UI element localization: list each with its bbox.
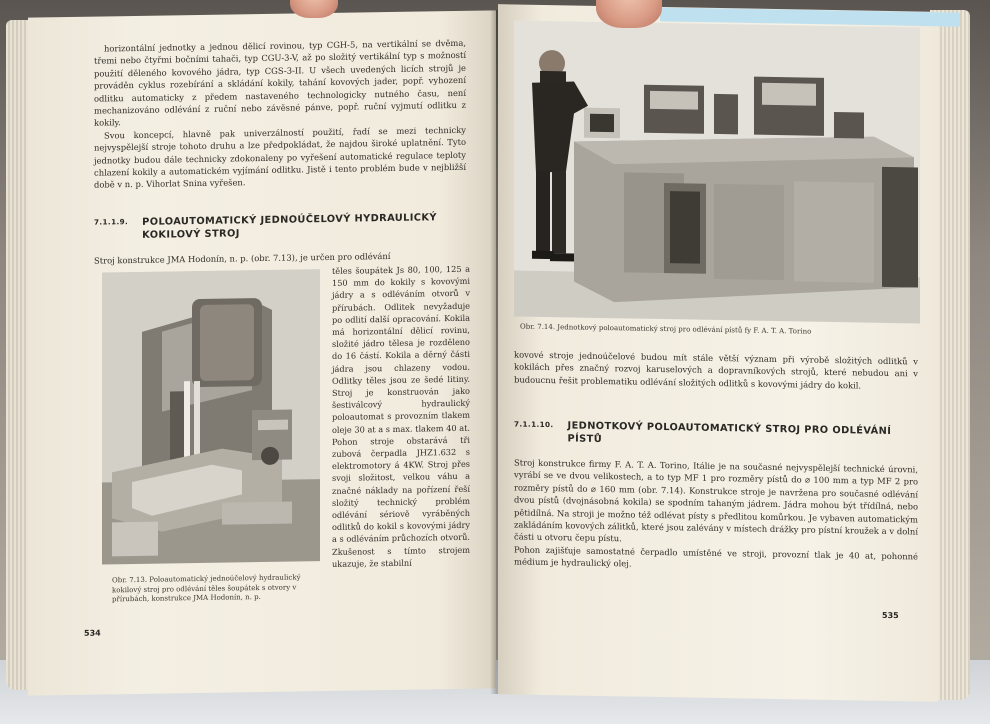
section-number-right: 7.1.1.10. <box>514 419 554 430</box>
section-title: POLOAUTOMATICKÝ JEDNOÚČELOVÝ HYDRAULICKÝ KOKILOVÝ STROJ <box>142 212 437 241</box>
body-column: těles šoupátek Js 80, 100, 125 a 150 mm do kokily s kovovými jádry a s odléváním otvorů v přírubách. Odlitek nevyžaduje po odlití další opracování. Kokila má horizontální dělicí rovinu, složité jádro tělesa je rozděleno do 16 částí. Kokila a děrný části jádra jsou chlazeny vodou. Odlitky těles jsou ze šedé litiny. Stroj je konstruován jako šestiválcový hydraulický poloautomat s provozním tlakem oleje 30 at a s max. tlakem 40 at. Pohon stroje obstarává tři zubová čerpadla JHZ1.632 s elektromotory á 4KW. Stroj přes svoji složitost, velkou váhu a značné náklady na pořízení řeší složitý technický problém odlévání sériově vyráběných odlitků do kokil s kovovými jádry a s odléváním průchozích otvorů. Zkušenost s tímto strojem ukazuje, že stabilní <box>332 263 470 569</box>
top-paragraph: kovové stroje jednoúčelové budou mít stále větší význam při výrobě složitých odlitků v kokilách přes značný rozvoj karuselových a dopravníkových strojů, které nebudou ani v budoucnu řešit problematiku odlévání složitých odlitků s kovovými jádry do kokil. <box>514 349 918 391</box>
section-title-right: JEDNOTKOVÝ POLOAUTOMATICKÝ STROJ PRO ODLÉVÁNÍ PÍSTŮ <box>567 420 892 445</box>
piston-casting-machine-illustration <box>514 20 920 323</box>
intro-paragraph: horizontální jednotky a jednou dělicí rovinou, typ CGH-5, na vertikální se dvěma, třemi nebo čtyřmi bočními tahači, typ CGU-3-V, až po složitý vertikální typ s možností použití děleného kovového jádra, typ CGS-3-II. U všech uvedených licích strojů je prováděn cyklus rozebírání a skládání kokily, tahání kovových jader, popř. vyhození odlitku automaticky z předem nastaveného technologicky nutného času, není mechanizováno odlévání z ruční nebo závěsné pánve, popř. ruční vyjmutí odlitku z kokily. <box>94 37 466 129</box>
page-number-left: 534 <box>84 628 101 638</box>
left-page <box>28 10 496 695</box>
machine-photo-right <box>514 20 920 323</box>
intro-text <box>94 37 466 192</box>
right-body <box>514 456 918 575</box>
section-heading-right <box>514 418 914 451</box>
page-number-right: 535 <box>882 610 899 621</box>
section-heading <box>94 211 454 243</box>
body-paragraph: Stroj konstrukce firmy F. A. T. A. Torino, Itálie je na současné nejvyspělejší technické úrovni, vyrábí se ve dvou velikostech, a to typ MF 1 pro rozměry pístů do ⌀ 100 mm a typ MF 2 pro rozměry pístů do ⌀ 160 mm (obr. 7.14). Konstrukce stroje je navržena pro současné odlévání dvou pístů (dvojnásobná kokila) se spodním tahaným jádrem. Jádra mohou být třídílná, nebo pětidílná. Na stroji je možno též odlévat písty s předlitou komůrkou. Je vybaven automatickým zakládáním kovových zálitků, které jsou zalévány v místech drážky pro pístní kroužek a v dolní části u otvoru čepu pístu. <box>514 457 918 544</box>
body-lead: Stroj konstrukce JMA Hodonín, n. p. (obr. 7.13), je určen pro odlévání <box>94 250 391 266</box>
section-number: 7.1.1.9. <box>94 217 129 227</box>
right-page <box>498 4 938 702</box>
figure-caption-left: Obr. 7.13. Poloautomatický jednoúčelový hydraulický kokilový stroj pro odlévání těles šoupátek s otvory v přírubách, konstrukce JMA Hodonín, n. p. <box>112 573 301 604</box>
intro-paragraph: Svou koncepcí, hlavně pak univerzálností použití, řadí se mezi technicky nejvyspělejší stroje tohoto druhu a lze předpokládat, že najdou široké uplatnění. Tyto jednotky budou dále technicky zdokonaleny po vyřešení automatické regulace teploty chlazení kokily a automatickém vyjímání odlitku. Jistě i tento problém bude v nejbližší době v n. p. Vihorlat Snina vyřešen. <box>94 124 466 191</box>
hydraulic-machine-illustration <box>102 269 320 564</box>
figure-caption-right: Obr. 7.14. Jednotkový poloautomatický stroj pro odlévání pístů fy F. A. T. A. Torino <box>520 322 812 336</box>
machine-photo-left <box>102 269 320 564</box>
body-paragraph: Pohon zajišťuje samostatné čerpadlo umístěné ve stroji, provozní tlak je 40 at, pohonné médium je hydraulický olej. <box>514 544 918 569</box>
